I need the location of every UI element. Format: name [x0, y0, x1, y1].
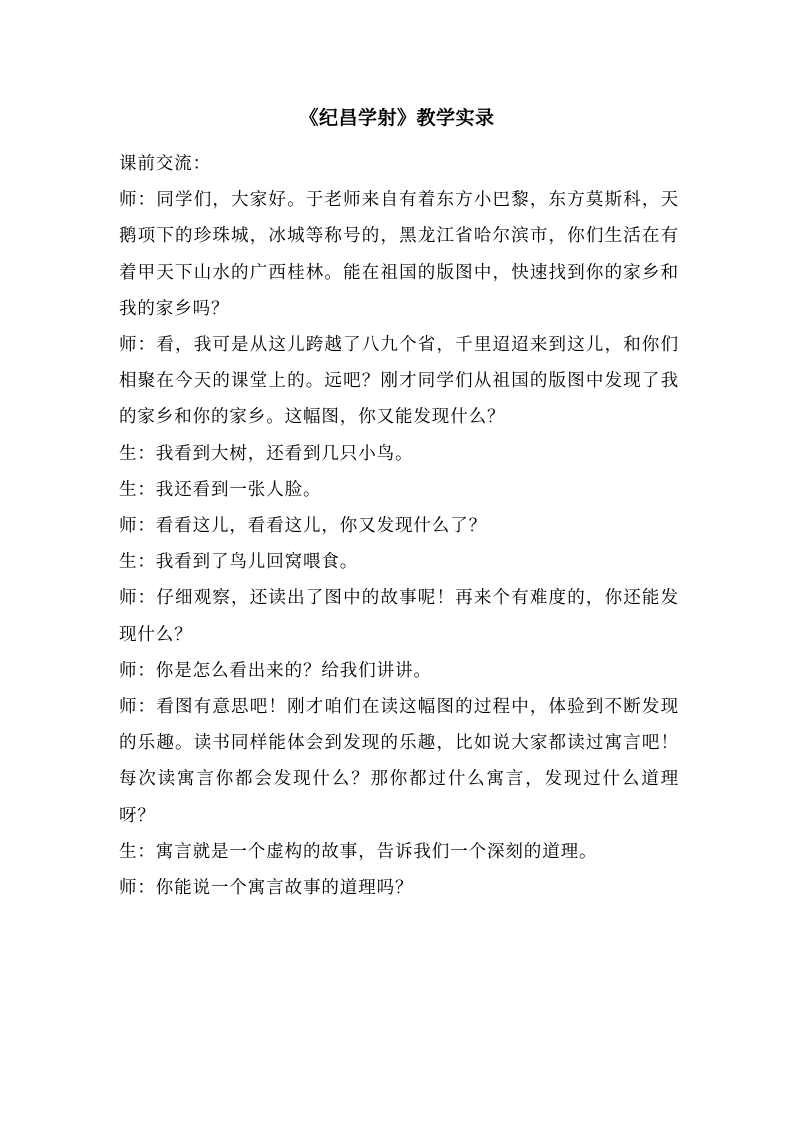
paragraph: 师：看看这儿，看看这儿，你又发现什么了？ [119, 516, 487, 537]
paragraph: 生：寓言就是一个虚构的故事，告诉我们一个深刻的道理。 [119, 841, 598, 862]
document-body [119, 146, 679, 906]
document-title: 《纪昌学射》教学实录 [299, 107, 495, 129]
paragraph: 师：你是怎么看出来的？给我们讲讲。 [119, 660, 432, 681]
paragraph: 生：我看到大树，还看到几只小鸟。 [119, 443, 414, 464]
paragraph: 师：你能说一个寓言故事的道理吗？ [119, 878, 414, 899]
paragraph: 师：同学们，大家好。于老师来自有着东方小巴黎，东方莫斯科，天鹅项下的珍珠城，冰城等称号的，黑龙江省哈尔滨市，你们生活在有着甲天下山水的广西桂林。能在祖国的版图中，快速找到你的家乡和我的家乡吗？ [119, 190, 679, 319]
paragraph: 生：我看到了鸟儿回窝喂食。 [119, 552, 359, 573]
paragraph-intro-heading: 课前交流： [119, 154, 211, 174]
paragraph: 师：仔细观察，还读出了图中的故事呢！再来个有难度的，你还能发现什么？ [119, 588, 679, 645]
paragraph: 师：看图有意思吧！刚才咱们在读这幅图的过程中，体验到不断发现的乐趣。读书同样能体会到发现的乐趣，比如说大家都读过寓言吧！每次读寓言你都会发现什么？那你都过什么寓言，发现过什么道理呀？ [119, 697, 679, 826]
paragraph: 生：我还看到一张人脸。 [119, 479, 322, 500]
paragraph: 师：看，我可是从这儿跨越了八九个省，千里迢迢来到这儿，和你们相聚在今天的课堂上的。远吧？刚才同学们从祖国的版图中发现了我的家乡和你的家乡。这幅图，你又能发现什么？ [119, 335, 679, 428]
